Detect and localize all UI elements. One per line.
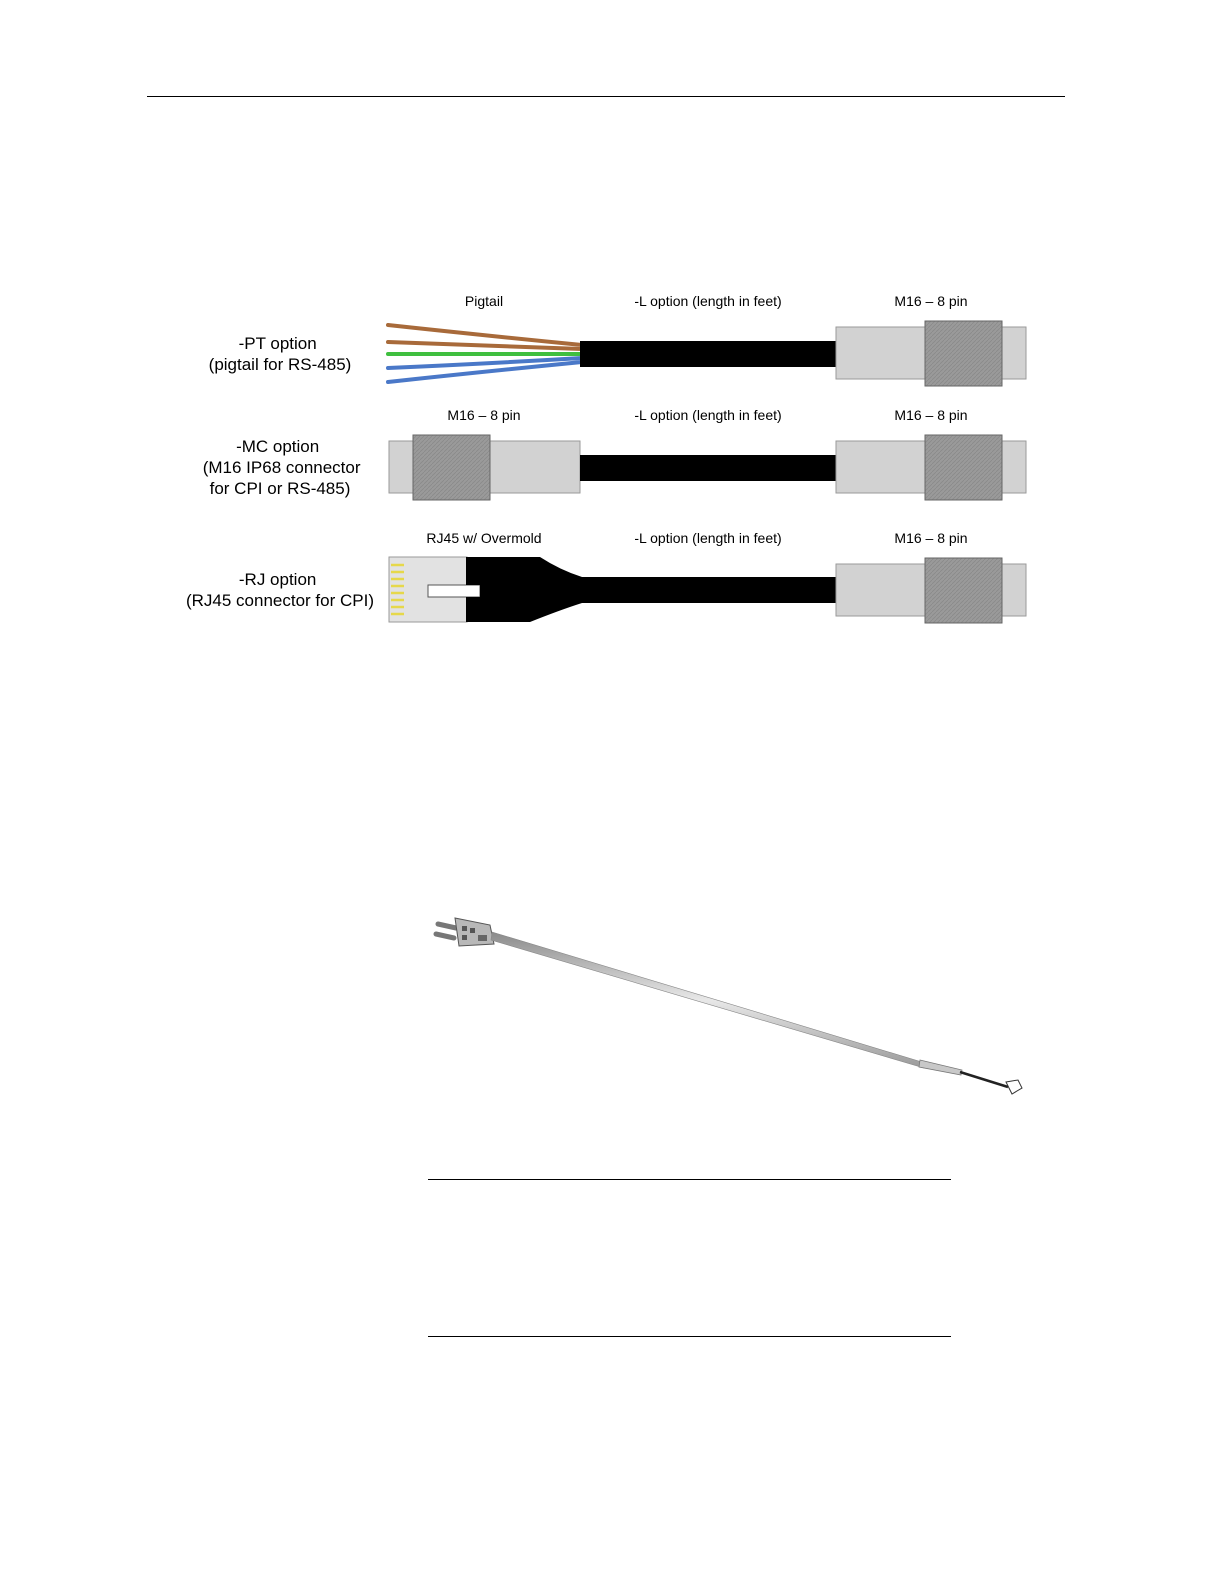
mc-right-label: M16 – 8 pin (894, 407, 968, 423)
probe-sheath (491, 932, 925, 1068)
pt-middle-label: -L option (length in feet) (634, 293, 782, 309)
mc-right-m16-connector (836, 435, 1026, 500)
mc-middle-label: -L option (length in feet) (634, 407, 782, 423)
pt-m16-connector (836, 321, 1026, 386)
rj-left-label: RJ45 w/ Overmold (426, 530, 542, 546)
mc-left-m16-connector (389, 435, 580, 500)
rj-option-row (186, 530, 1026, 623)
rj45-overmold-connector (389, 557, 582, 622)
probe-lead (960, 1072, 1008, 1087)
pt-cable (580, 341, 837, 367)
pt-right-label: M16 – 8 pin (894, 293, 968, 309)
mc-option-line-3: for CPI or RS-485) (209, 479, 351, 498)
pt-option-row (209, 293, 1026, 386)
mc-option-row (203, 407, 1026, 500)
rj-right-label: M16 – 8 pin (894, 530, 968, 546)
rj-option-line-1: -RJ option (238, 570, 317, 589)
section-rule-bottom (428, 1336, 951, 1337)
probe-plug-body (455, 918, 494, 946)
rj-cable (580, 577, 836, 603)
rj-middle-label: -L option (length in feet) (634, 530, 782, 546)
probe-transition (919, 1060, 962, 1075)
section-rule-top (428, 1179, 951, 1180)
pt-option-line-1: -PT option (238, 334, 317, 353)
probe-plug-pins (436, 924, 456, 938)
pt-option-line-2: (pigtail for RS-485) (208, 355, 352, 374)
mc-option-label (203, 437, 366, 498)
mc-cable (580, 455, 836, 481)
pt-left-label: Pigtail (464, 293, 504, 309)
mc-left-label: M16 – 8 pin (447, 407, 521, 423)
pt-option-label (209, 334, 352, 374)
pigtail-wires (388, 325, 582, 382)
rj-option-line-2: (RJ45 connector for CPI) (185, 591, 375, 610)
rj-option-label (186, 570, 374, 610)
rj-right-m16-connector (836, 558, 1026, 623)
cable-options-figure (0, 0, 1225, 660)
mc-option-line-2: (M16 IP68 connector (202, 458, 361, 477)
probe-tip (1006, 1080, 1022, 1094)
mc-option-line-1: -MC option (236, 437, 320, 456)
